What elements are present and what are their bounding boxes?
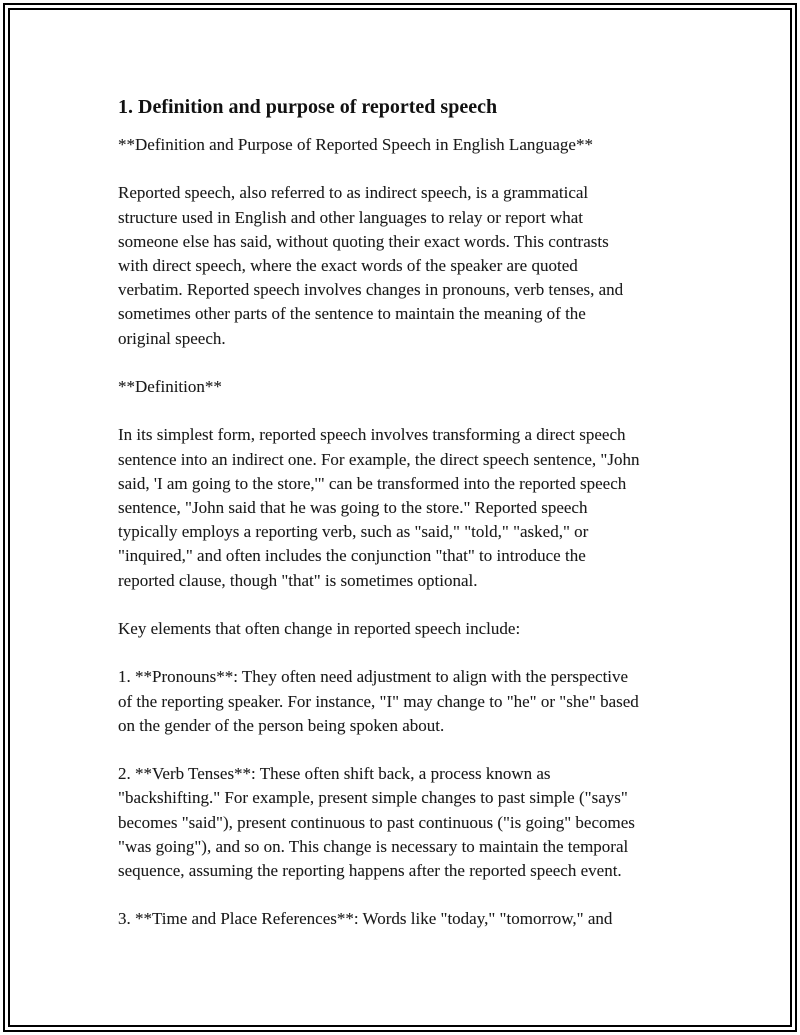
bold-title-paragraph: **Definition and Purpose of Reported Speech in English Language** — [118, 135, 593, 154]
key-elements-intro: Key elements that often change in reported speech include: — [118, 619, 521, 638]
list-item-pronouns: 1. **Pronouns**: They often need adjustment to align with the perspective of the reporting speaker. For instance, "I" may change to "he" or "she" based on the gender of the person being spoken about. — [118, 667, 639, 735]
document-body — [118, 94, 690, 932]
list-item-verb-tenses: 2. **Verb Tenses**: These often shift back, a process known as "backshifting." For example, present simple changes to past simple ("says" becomes "said"), present continuous to past continuous ("is going" becomes "was going"), and so on. This change is necessary to maintain the temporal sequence, assuming the reporting happens after the reported speech event. — [118, 764, 635, 880]
intro-paragraph: Reported speech, also referred to as indirect speech, is a grammatical structure used in English and other languages to relay or report what someone else has said, without quoting their exact words. This contrasts with direct speech, where the exact words of the speaker are quoted verbatim. Reported speech involves changes in pronouns, verb tenses, and sometimes other parts of the sentence to maintain the meaning of the original speech. — [118, 183, 624, 348]
section-heading: 1. Definition and purpose of reported speech — [118, 96, 498, 118]
definition-paragraph: In its simplest form, reported speech involves transforming a direct speech sentence into an indirect one. For example, the direct speech sentence, "John said, 'I am going to the store,'" can be transformed into the reported speech sentence, "John said that he was going to the store." Reported speech typically employs a reporting verb, such as "said," "told," "asked," or "inquired," and often includes the conjunction "that" to introduce the reported clause, though "that" is sometimes optional. — [118, 425, 640, 590]
definition-subheading: **Definition** — [118, 377, 222, 396]
list-item-time-place: 3. **Time and Place References**: Words like "today," "tomorrow," and — [118, 909, 613, 929]
